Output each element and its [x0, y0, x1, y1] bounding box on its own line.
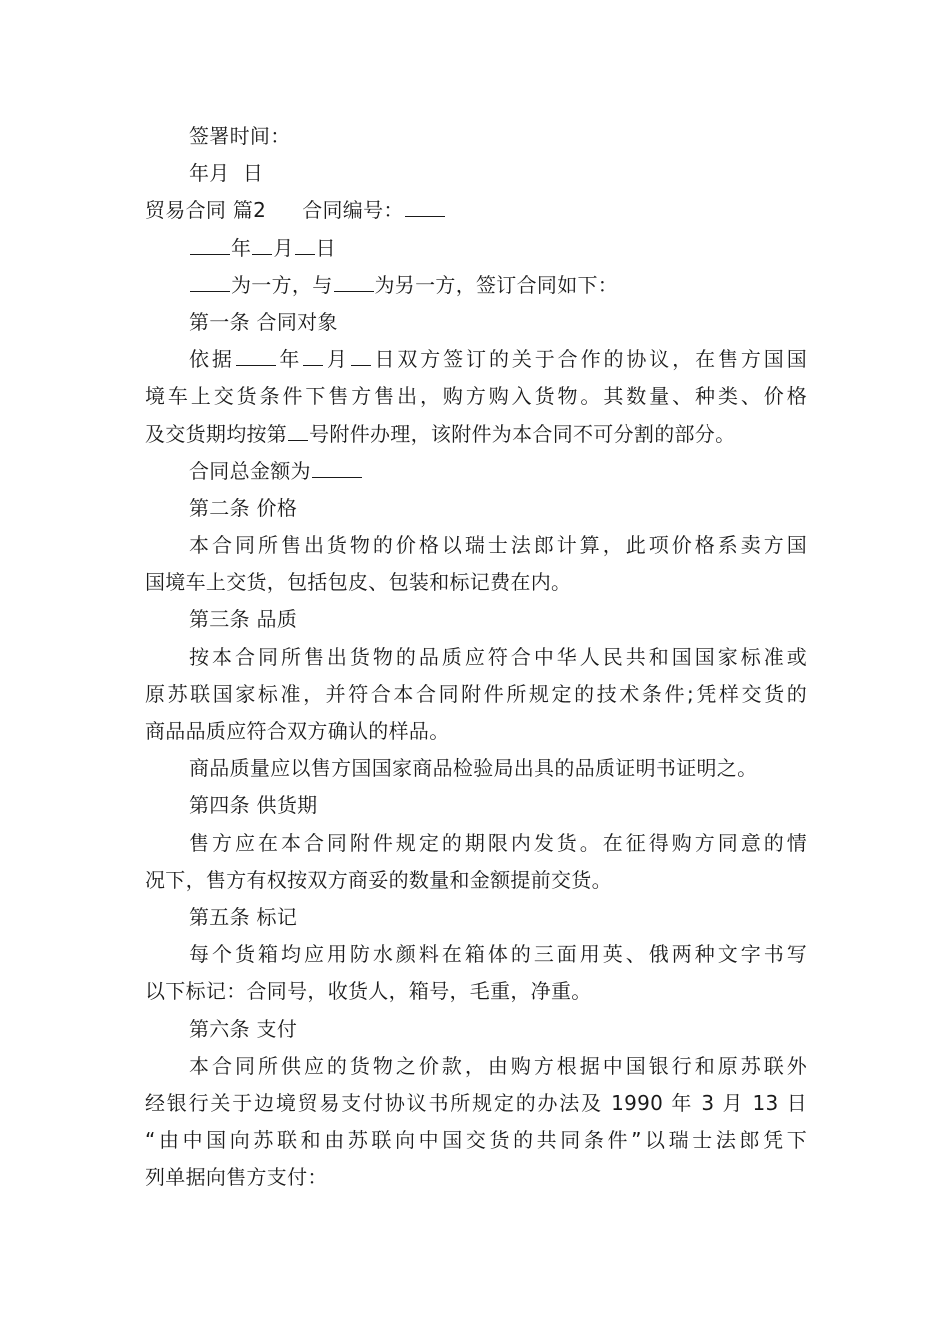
- art1-text-b: 年: [276, 347, 303, 372]
- year-label: 年: [231, 235, 252, 260]
- article-6-title: 第六条 支付: [189, 1016, 298, 1041]
- art1-year-blank: [236, 345, 276, 366]
- total-amount-line: [145, 453, 807, 490]
- contract-number-label: 合同编号：: [302, 198, 404, 223]
- art1-text-c: 月: [324, 347, 350, 372]
- article-6-line-3: “由中国向苏联和由苏联向中国交货的共同条件”以瑞士法郎凭下: [145, 1128, 807, 1153]
- contract-number-blank: [405, 196, 445, 217]
- total-amount-label: 合同总金额为: [189, 458, 311, 483]
- signing-time-line: [145, 118, 807, 155]
- art1-day-blank: [351, 345, 371, 366]
- day-blank: [295, 234, 315, 255]
- date-text: 年月 日: [189, 161, 264, 186]
- article-5-line-1: 每个货箱均应用防水颜料在箱体的三面用英、俄两种文字书写: [189, 942, 807, 967]
- parties-line: [145, 267, 807, 304]
- article-4-line-1: 售方应在本合同附件规定的期限内发货。在征得购方同意的情: [189, 830, 807, 855]
- signing-time-label: 签署时间：: [189, 124, 291, 148]
- month-blank: [252, 234, 272, 255]
- art1-month-blank: [303, 345, 323, 366]
- art1-text-a: 依据: [189, 347, 235, 372]
- article-3-line-2: 原苏联国家标准，并符合本合同附件所规定的技术条件;凭样交货的: [145, 681, 807, 706]
- article-1-line-3: [145, 416, 807, 453]
- party-b-blank: [334, 271, 374, 292]
- article-2-line-1: 本合同所售出货物的价格以瑞士法郎计算，此项价格系卖方国: [189, 533, 807, 558]
- article-3-line-3: 商品品质应符合双方确认的样品。: [145, 719, 450, 743]
- article-4-title: 第四条 供货期: [189, 793, 318, 818]
- parties-text-b: 为另一方，签订合同如下：: [374, 272, 619, 297]
- article-1-line-1: [145, 341, 807, 378]
- article-6-line-2: 经银行关于边境贸易支付协议书所规定的办法及 1990 年 3 月 13 日: [145, 1090, 807, 1115]
- date-line: [145, 155, 807, 192]
- art1-l3-text-b: 号附件办理，该附件为本合同不可分割的部分。: [309, 421, 736, 446]
- article-2-title: 第二条 价格: [189, 495, 298, 520]
- total-amount-blank: [312, 457, 362, 478]
- article-5-title: 第五条 标记: [189, 904, 298, 929]
- article-4-line-2: 况下，售方有权按双方商妥的数量和金额提前交货。: [145, 867, 612, 892]
- article-3-line-4: 商品质量应以售方国国家商品检验局出具的品质证明书证明之。: [189, 756, 758, 781]
- party-a-blank: [190, 271, 230, 292]
- article-3-line-1: 按本合同所售出货物的品质应符合中华人民共和国国家标准或: [189, 644, 807, 669]
- annex-number-blank: [288, 420, 308, 441]
- art1-l3-text-a: 及交货期均按第: [145, 421, 288, 446]
- year-blank: [190, 234, 230, 255]
- article-1-line-2: 境车上交货条件下售方售出，购方购入货物。其数量、种类、价格: [145, 384, 807, 409]
- contract-heading-line: [145, 192, 807, 229]
- parties-text-a: 为一方，与: [231, 272, 333, 297]
- contract-heading-title: 贸易合同 篇2: [145, 198, 267, 223]
- article-1-title: 第一条 合同对象: [189, 309, 338, 334]
- month-label: 月: [273, 235, 294, 260]
- article-6-line-4: 列单据向售方支付：: [145, 1165, 328, 1190]
- article-6-line-1: 本合同所供应的货物之价款，由购方根据中国银行和原苏联外: [189, 1053, 807, 1078]
- date-fill-line: [145, 230, 807, 267]
- day-label: 日: [315, 235, 336, 260]
- article-3-title: 第三条 品质: [189, 607, 298, 632]
- article-2-line-2: 国境车上交货，包括包皮、包装和标记费在内。: [145, 570, 572, 595]
- document-body: [145, 118, 807, 1196]
- art1-text-d: 日双方签订的关于合作的协议，在售方国国: [371, 347, 807, 372]
- article-5-line-2: 以下标记：合同号，收货人，箱号，毛重，净重。: [145, 979, 592, 1004]
